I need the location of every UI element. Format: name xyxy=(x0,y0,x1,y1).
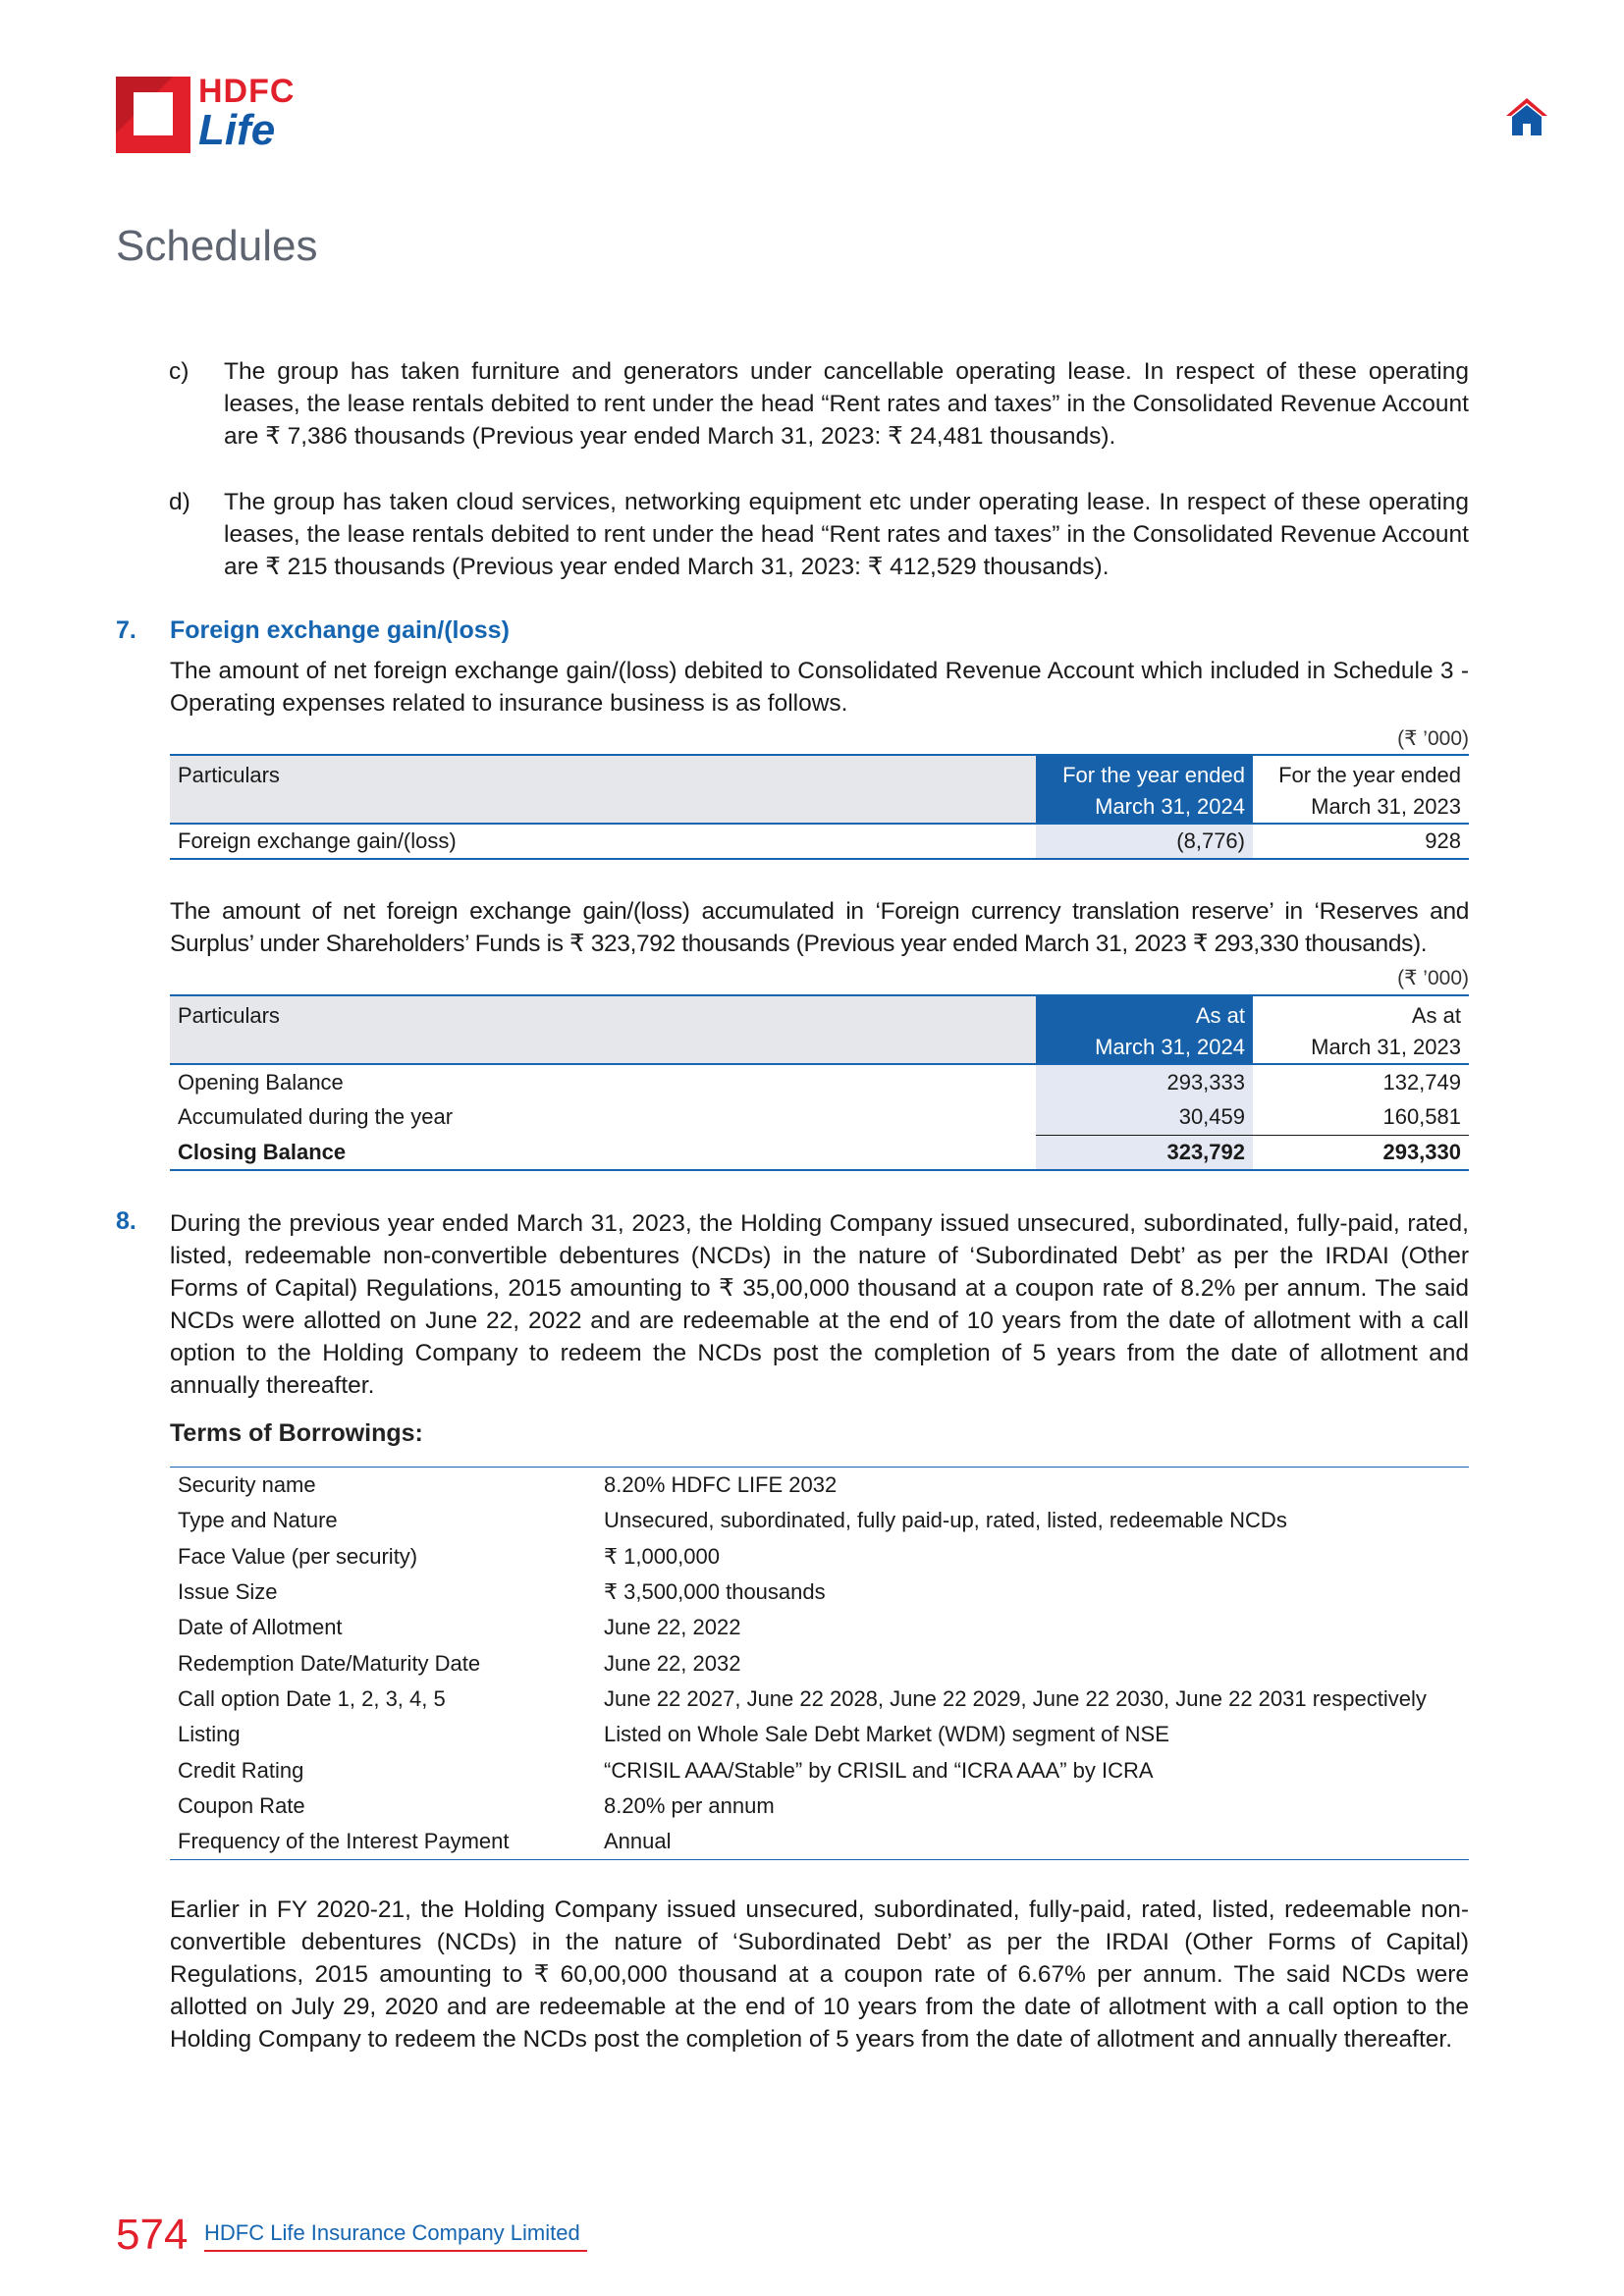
table-header-row xyxy=(170,755,1469,824)
terms-row xyxy=(170,1539,1469,1575)
item-c-label: c) xyxy=(169,358,189,385)
table1-unit: (₹ ’000) xyxy=(1397,727,1469,750)
terms-value: June 22, 2022 xyxy=(604,1615,741,1640)
col-current-year xyxy=(1036,755,1253,824)
terms-row xyxy=(170,1610,1469,1645)
row-current-value: 293,333 xyxy=(1036,1064,1253,1099)
terms-label: Security name xyxy=(178,1472,316,1498)
terms-label: Date of Allotment xyxy=(178,1615,343,1640)
terms-label: Face Value (per security) xyxy=(178,1543,418,1569)
col-current-year-line2: March 31, 2024 xyxy=(1095,794,1245,819)
fx-gain-loss-table xyxy=(170,754,1469,860)
terms-label: Redemption Date/Maturity Date xyxy=(178,1650,481,1676)
col-particulars: Particulars xyxy=(170,995,1036,1064)
page-number: 574 xyxy=(116,2211,189,2259)
terms-label: Issue Size xyxy=(178,1579,278,1605)
section-7-para2: The amount of net foreign exchange gain/(loss) accumulated in ‘Foreign currency translation reserve’ in ‘Reserves and Surplus’ under Shareholders’ Funds is ₹ 323,792 thousands (Previous year ended March 31, 2023 ₹ 293,330 thousands). xyxy=(170,898,1469,957)
row-previous-value: 928 xyxy=(1425,828,1461,853)
terms-row xyxy=(170,1645,1469,1681)
table2-unit: (₹ ’000) xyxy=(1397,967,1469,989)
row-label: Opening Balance xyxy=(178,1069,344,1095)
terms-label: Type and Nature xyxy=(178,1508,338,1533)
terms-row xyxy=(170,1752,1469,1788)
col-current-year-line1: As at xyxy=(1195,1003,1245,1028)
logo-mark xyxy=(116,77,190,153)
row-label: Closing Balance xyxy=(178,1139,347,1164)
terms-value: “CRISIL AAA/Stable” by CRISIL and “ICRA AAA” by ICRA xyxy=(604,1757,1154,1783)
section-7-intro: The amount of net foreign exchange gain/(loss) debited to Consolidated Revenue Account which included in Schedule 3 - Operating expenses related to insurance business is as follows. xyxy=(170,658,1469,717)
col-particulars: Particulars xyxy=(170,755,1036,824)
terms-row xyxy=(170,1789,1469,1824)
terms-value: 8.20% per annum xyxy=(604,1792,775,1818)
item-c-text: The group has taken furniture and generators under cancellable operating lease. In respect of these operating leases, the lease rentals debited to rent under the head “Rent rates and taxes” in the Consolidated Revenue Account are ₹ 7,386 thousands (Previous year ended March 31, 2023: ₹ 24,481 thousands). xyxy=(224,358,1469,450)
terms-row xyxy=(170,1575,1469,1610)
hdfc-life-logo xyxy=(116,73,302,157)
section-8-number: 8. xyxy=(116,1207,136,1235)
terms-label: Coupon Rate xyxy=(178,1792,305,1818)
row-current-value: 30,459 xyxy=(1036,1099,1253,1135)
table-row xyxy=(170,824,1469,859)
col-previous-year-line1: For the year ended xyxy=(1278,763,1461,787)
footer-rule xyxy=(204,2250,587,2252)
terms-value: Annual xyxy=(604,1829,672,1854)
table-header-row xyxy=(170,995,1469,1064)
terms-value: Unsecured, subordinated, fully paid-up, rated, listed, redeemable NCDs xyxy=(604,1508,1287,1533)
terms-value: ₹ 1,000,000 xyxy=(604,1543,720,1569)
table-total-row xyxy=(170,1135,1469,1170)
col-previous-year-line1: As at xyxy=(1411,1003,1461,1028)
page-title: Schedules xyxy=(116,222,318,270)
table-row xyxy=(170,1099,1469,1135)
col-current-year xyxy=(1036,995,1253,1064)
row-current-value: 323,792 xyxy=(1036,1135,1253,1170)
col-current-year-line2: March 31, 2024 xyxy=(1095,1035,1245,1059)
col-current-year-line1: For the year ended xyxy=(1062,763,1245,787)
row-label: Accumulated during the year xyxy=(178,1104,454,1129)
logo-text-life: Life xyxy=(198,106,276,154)
closing-paragraph: Earlier in FY 2020-21, the Holding Company issued unsecured, subordinated, fully-paid, rated, listed, redeemable non-convertible debentures (NCDs) in the nature of ‘Subordinated Debt’ as per the IRDAI (Other Forms of Capital) Regulations, 2015 amounting to ₹ 60,00,000 thousand at a coupon rate of 6.67% per annum. The said NCDs were allotted on July 29, 2020 and are redeemable at the end of 10 years from the date of allotment with a call option to the Holding Company to redeem the NCDs post the completion of 5 years from the date of allotment and annually thereafter. xyxy=(170,1896,1469,2053)
col-previous-year xyxy=(1253,755,1469,824)
terms-value: 8.20% HDFC LIFE 2032 xyxy=(604,1472,838,1498)
terms-value: ₹ 3,500,000 thousands xyxy=(604,1579,826,1605)
terms-label: Listing xyxy=(178,1722,241,1747)
terms-row xyxy=(170,1682,1469,1717)
row-previous-value: 160,581 xyxy=(1382,1103,1461,1129)
terms-label: Call option Date 1, 2, 3, 4, 5 xyxy=(178,1685,446,1711)
col-previous-year-line2: March 31, 2023 xyxy=(1311,794,1461,819)
item-d-label: d) xyxy=(169,489,190,515)
terms-row xyxy=(170,1503,1469,1538)
terms-of-borrowings-table xyxy=(170,1467,1469,1860)
terms-value: Listed on Whole Sale Debt Market (WDM) segment of NSE xyxy=(604,1722,1169,1747)
logo-text-hdfc: HDFC xyxy=(198,73,296,110)
terms-value: June 22 2027, June 22 2028, June 22 2029, June 22 2030, June 22 2031 respectively xyxy=(604,1685,1427,1711)
terms-row xyxy=(170,1717,1469,1752)
home-icon[interactable] xyxy=(1504,96,1549,137)
terms-heading: Terms of Borrowings: xyxy=(170,1419,423,1447)
terms-row xyxy=(170,1468,1469,1504)
footer-company-name: HDFC Life Insurance Company Limited xyxy=(204,2220,580,2245)
terms-value: June 22, 2032 xyxy=(604,1650,741,1676)
col-previous-year-line2: March 31, 2023 xyxy=(1311,1035,1461,1059)
section-8-text: During the previous year ended March 31, 2023, the Holding Company issued unsecured, subordinated, fully-paid, rated, listed, redeemable non-convertible debentures (NCDs) in the nature of ‘Subordinated Debt’ as per the IRDAI (Other Forms of Capital) Regulations, 2015 amounting to ₹ 35,00,000 thousand at a coupon rate of 8.2% per annum. The said NCDs were allotted on June 22, 2022 and are redeemable at the end of 10 years from the date of allotment with a call option to the Holding Company to redeem the NCDs post the completion of 5 years from the date of allotment and annually thereafter. xyxy=(170,1210,1469,1399)
section-7-number: 7. xyxy=(116,616,136,644)
row-previous-value: 293,330 xyxy=(1253,1135,1469,1170)
fctr-balance-table xyxy=(170,994,1469,1171)
row-label: Foreign exchange gain/(loss) xyxy=(178,828,457,853)
terms-label: Credit Rating xyxy=(178,1757,304,1783)
row-previous-value: 132,749 xyxy=(1382,1069,1461,1095)
col-previous-year xyxy=(1253,995,1469,1064)
row-current-value: (8,776) xyxy=(1036,824,1253,859)
section-7-title: Foreign exchange gain/(loss) xyxy=(170,616,510,644)
table-row xyxy=(170,1064,1469,1099)
terms-row xyxy=(170,1824,1469,1860)
terms-label: Frequency of the Interest Payment xyxy=(178,1829,510,1854)
item-d-text: The group has taken cloud services, networking equipment etc under operating lease. In respect of these operating leases, the lease rentals debited to rent under the head “Rent rates and taxes” in the Consolidated Revenue Account are ₹ 215 thousands (Previous year ended March 31, 2023: ₹ 412,529 thousands). xyxy=(224,489,1469,580)
